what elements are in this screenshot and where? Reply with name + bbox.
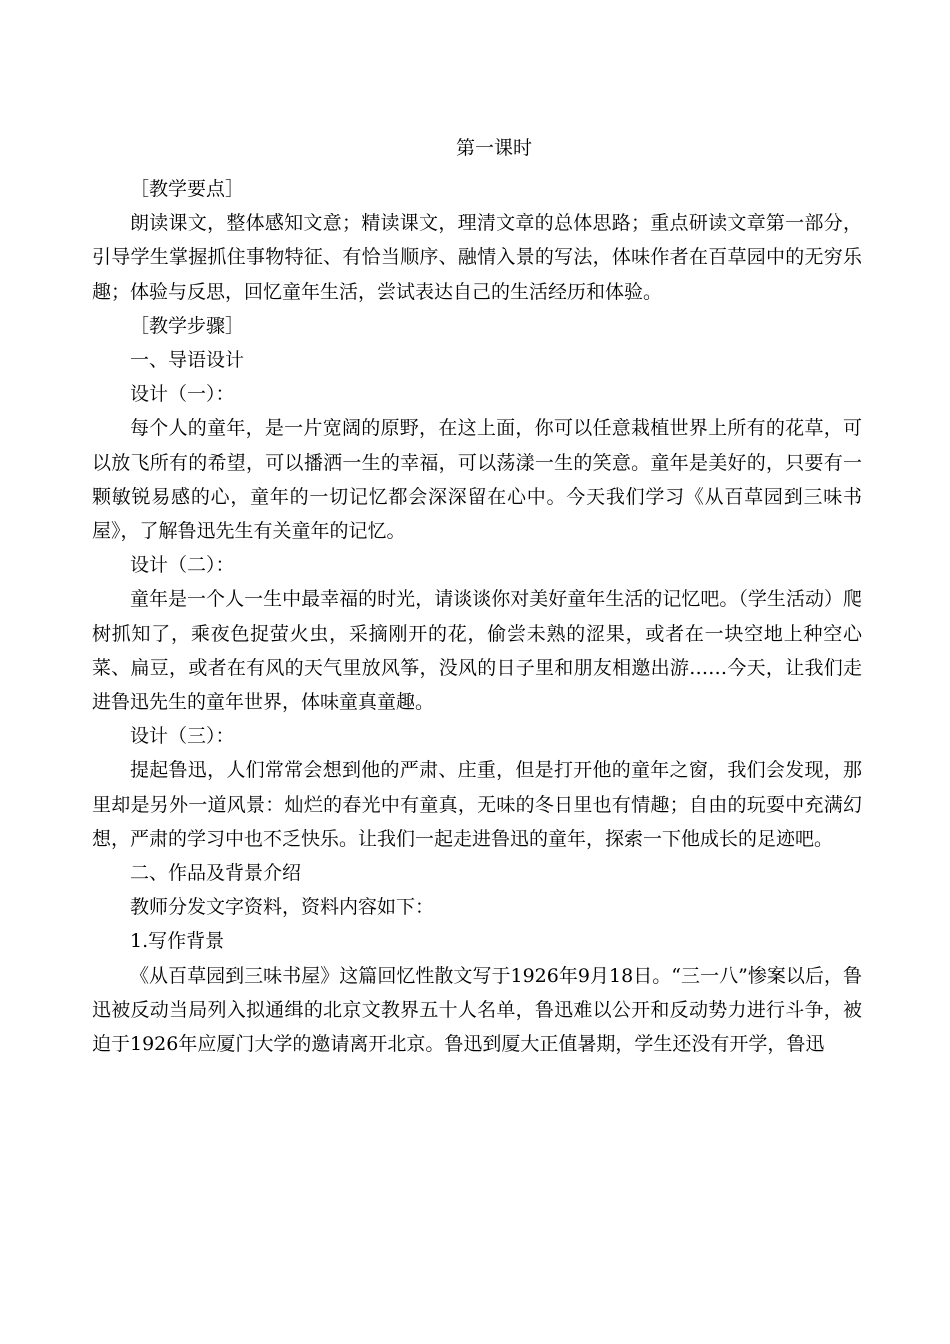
paragraph: 童年是一个人一生中最幸福的时光，请谈谈你对美好童年生活的记忆吧。（学生活动）爬树抓知了，乘夜色捉萤火虫，采摘刚开的花，偷尝未熟的涩果，或者在一块空地上种空心菜、扁豆，或者在有风的天气里放风筝，没风的日子里和朋友相邀出游……今天，让我们走进鲁迅先生的童年世界，体味童真童趣。: [92, 588, 862, 714]
section-heading-teaching-points: ［教学要点］: [130, 178, 245, 200]
paragraph: 《从百草园到三味书屋》这篇回忆性散文写于1926年9月18日。“三一八”惨案以后，鲁迅被反动当局列入拟通缉的北京文教界五十人名单，鲁迅难以公开和反动势力进行斗争，被迫于1926年应厦门大学的邀请离开北京。鲁迅到厦大正值暑期，学生还没有开学，鲁迅: [92, 964, 862, 1056]
subheading-design-2: 设计（二）：: [130, 554, 235, 577]
paragraph: 提起鲁迅，人们常常会想到他的严肃、庄重，但是打开他的童年之窗，我们会发现，那里却是另外一道风景：灿烂的春光中有童真，无味的冬日里也有情趣；自由的玩耍中充满幻想，严肃的学习中也不乏快乐。让我们一起走进鲁迅的童年，探索一下他成长的足迹吧。: [92, 759, 862, 850]
page-title: 第一课时: [455, 137, 532, 159]
paragraph: 朗读课文，整体感知文意；精读课文，理清文章的总体思路；重点研读文章第一部分，引导学生掌握抓住事物特征、有恰当顺序、融情入景的写法，体味作者在百草园中的无穷乐趣；体验与反思，回忆童年生活，尝试表达自己的生活经历和体验。: [92, 212, 862, 303]
section-heading-background: 二、作品及背景介绍: [130, 862, 302, 885]
subheading-design-3: 设计（三）：: [130, 725, 235, 748]
paragraph: 教师分发文字资料，资料内容如下：: [130, 896, 435, 919]
section-heading-intro-design: 一、导语设计: [130, 349, 245, 372]
subheading-design-1: 设计（一）：: [130, 383, 235, 406]
paragraph: 每个人的童年，是一片宽阔的原野，在这上面，你可以任意栽植世界上所有的花草，可以放飞所有的希望，可以播洒一生的幸福，可以荡漾一生的笑意。童年是美好的，只要有一颗敏锐易感的心，童年的一切记忆都会深深留在心中。今天我们学习《从百草园到三味书屋》，了解鲁迅先生有关童年的记忆。: [92, 417, 862, 543]
document-body: [92, 172, 862, 1061]
section-heading-teaching-steps: ［教学步骤］: [130, 314, 245, 337]
subheading-writing-background: 1.写作背景: [130, 930, 225, 953]
